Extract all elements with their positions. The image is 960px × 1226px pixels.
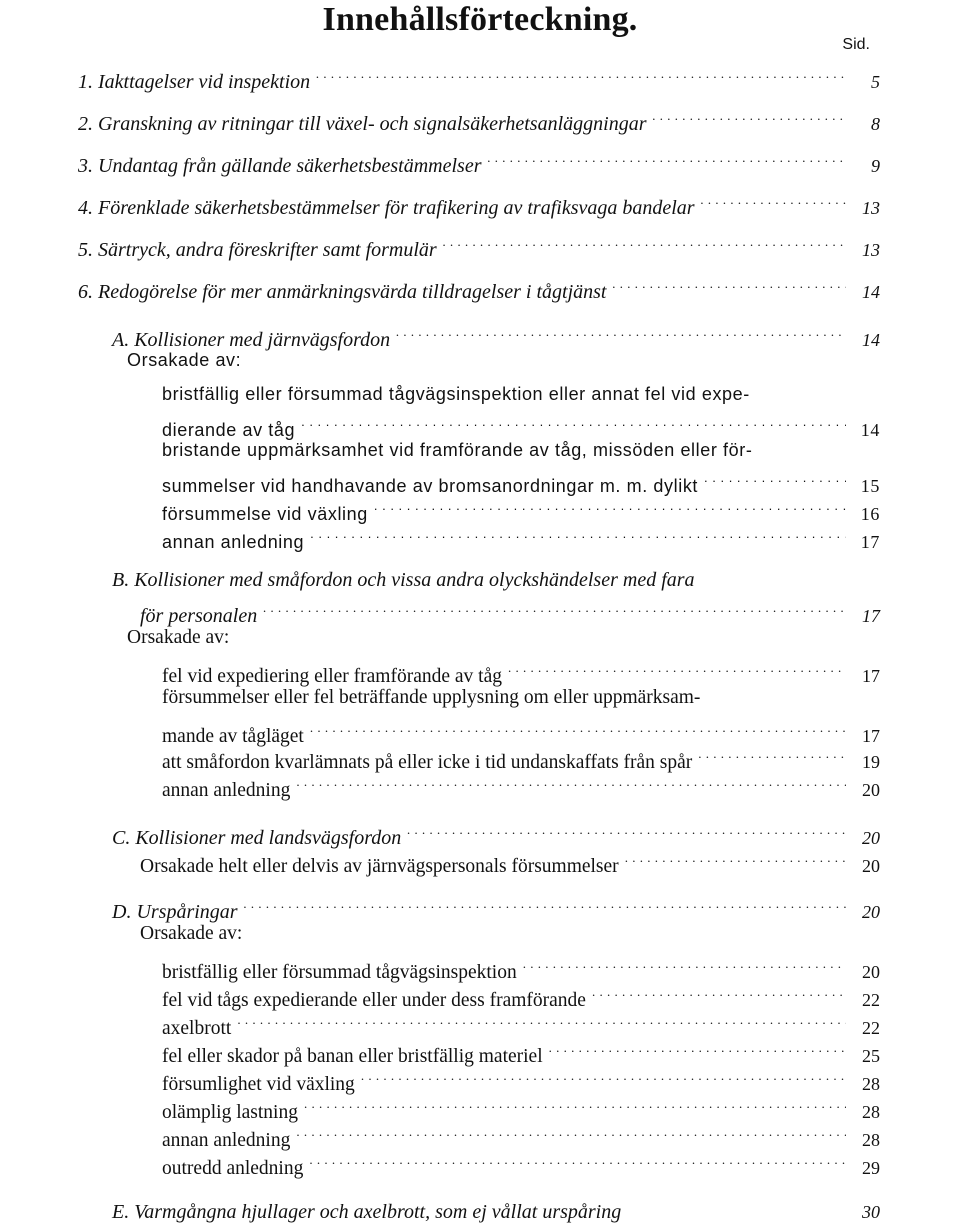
toc-subentry[interactable]: fel vid expediering eller framförande av tåg . . . 17	[162, 654, 880, 682]
toc-subentry[interactable]: summelser vid handhavande av bromsanordningar m. m. dylikt . . . 15	[162, 464, 880, 492]
toc-entry[interactable]: 4. Förenklade säkerhetsbestämmelser för trafikering av trafiksvaga bandelar . . . 13	[78, 186, 880, 214]
toc-entry[interactable]: 3. Undantag från gällande säkerhetsbestämmelser . . . 9	[78, 144, 880, 172]
toc-subentry[interactable]: outredd anledning . . . 29	[162, 1146, 880, 1174]
caused-by-label: Orsakade av:	[140, 923, 243, 944]
toc-subentry[interactable]: att småfordon kvarlämnats på eller icke i tid undanskaffats från spår . . . 19	[162, 740, 880, 768]
toc-entry[interactable]: 6. Redogörelse för mer anmärkningsvärda tilldragelser i tågtjänst . . . 14	[78, 270, 880, 298]
caused-by-label: Orsakade av:	[127, 350, 242, 370]
section-c-heading[interactable]: C. Kollisioner med landsvägsfordon . . . 20	[112, 816, 880, 844]
section-d-heading[interactable]: D. Urspåringar . . . 20	[112, 890, 880, 918]
toc-subentry[interactable]: dierande av tåg . . . 14	[162, 408, 880, 436]
toc-subentry[interactable]: annan anledning . . . 17	[162, 520, 880, 548]
page-title: Innehållsförteckning.	[322, 1, 638, 38]
section-e-heading[interactable]: E. Varmgångna hjullager och axelbrott, som ej vållat urspåring 30	[112, 1201, 880, 1223]
section-b-heading-cont[interactable]: för personalen . . . 17	[140, 594, 880, 622]
section-a-heading[interactable]: A. Kollisioner med järnvägsfordon . . . 14	[112, 318, 880, 346]
toc-subentry[interactable]: axelbrott . . . 22	[162, 1006, 880, 1034]
section-b-heading[interactable]: B. Kollisioner med småfordon och vissa andra olyckshändelser med fara	[112, 569, 695, 591]
toc-subentry[interactable]: annan anledning . . . 28	[162, 1118, 880, 1146]
page-column-label: Sid.	[842, 36, 870, 53]
toc-subentry[interactable]: försumlighet vid växling . . . 28	[162, 1062, 880, 1090]
toc-subentry[interactable]: bristfällig eller försummad tågvägsinspektion . . . 20	[162, 950, 880, 978]
toc-subentry-line: försummelser eller fel beträffande upplysning om eller uppmärksam-	[162, 687, 701, 708]
toc-subentry-line: bristande uppmärksamhet vid framförande av tåg, missöden eller för-	[162, 440, 753, 460]
toc-subentry[interactable]: annan anledning . . . 20	[162, 768, 880, 796]
toc-subentry[interactable]: Orsakade helt eller delvis av järnvägspersonals försummelser . . . 20	[140, 844, 880, 872]
toc-subentry[interactable]: försummelse vid växling . . . 16	[162, 492, 880, 520]
toc-subentry[interactable]: olämplig lastning . . . 28	[162, 1090, 880, 1118]
toc-subentry[interactable]: fel eller skador på banan eller bristfällig materiel . . . 25	[162, 1034, 880, 1062]
caused-by-label: Orsakade av:	[127, 627, 230, 648]
toc-subentry[interactable]: mande av tågläget . . . 17	[162, 714, 880, 742]
toc-subentry[interactable]: fel vid tågs expedierande eller under dess framförande . . . 22	[162, 978, 880, 1006]
toc-entry[interactable]: 5. Särtryck, andra föreskrifter samt formulär . . . 13	[78, 228, 880, 256]
toc-subentry-line: bristfällig eller försummad tågvägsinspektion eller annat fel vid expe-	[162, 384, 750, 404]
toc-entry[interactable]: 1. Iakttagelser vid inspektion . . . 5	[78, 60, 880, 88]
toc-entry[interactable]: 2. Granskning av ritningar till växel- och signalsäkerhetsanläggningar . . . 8	[78, 102, 880, 130]
